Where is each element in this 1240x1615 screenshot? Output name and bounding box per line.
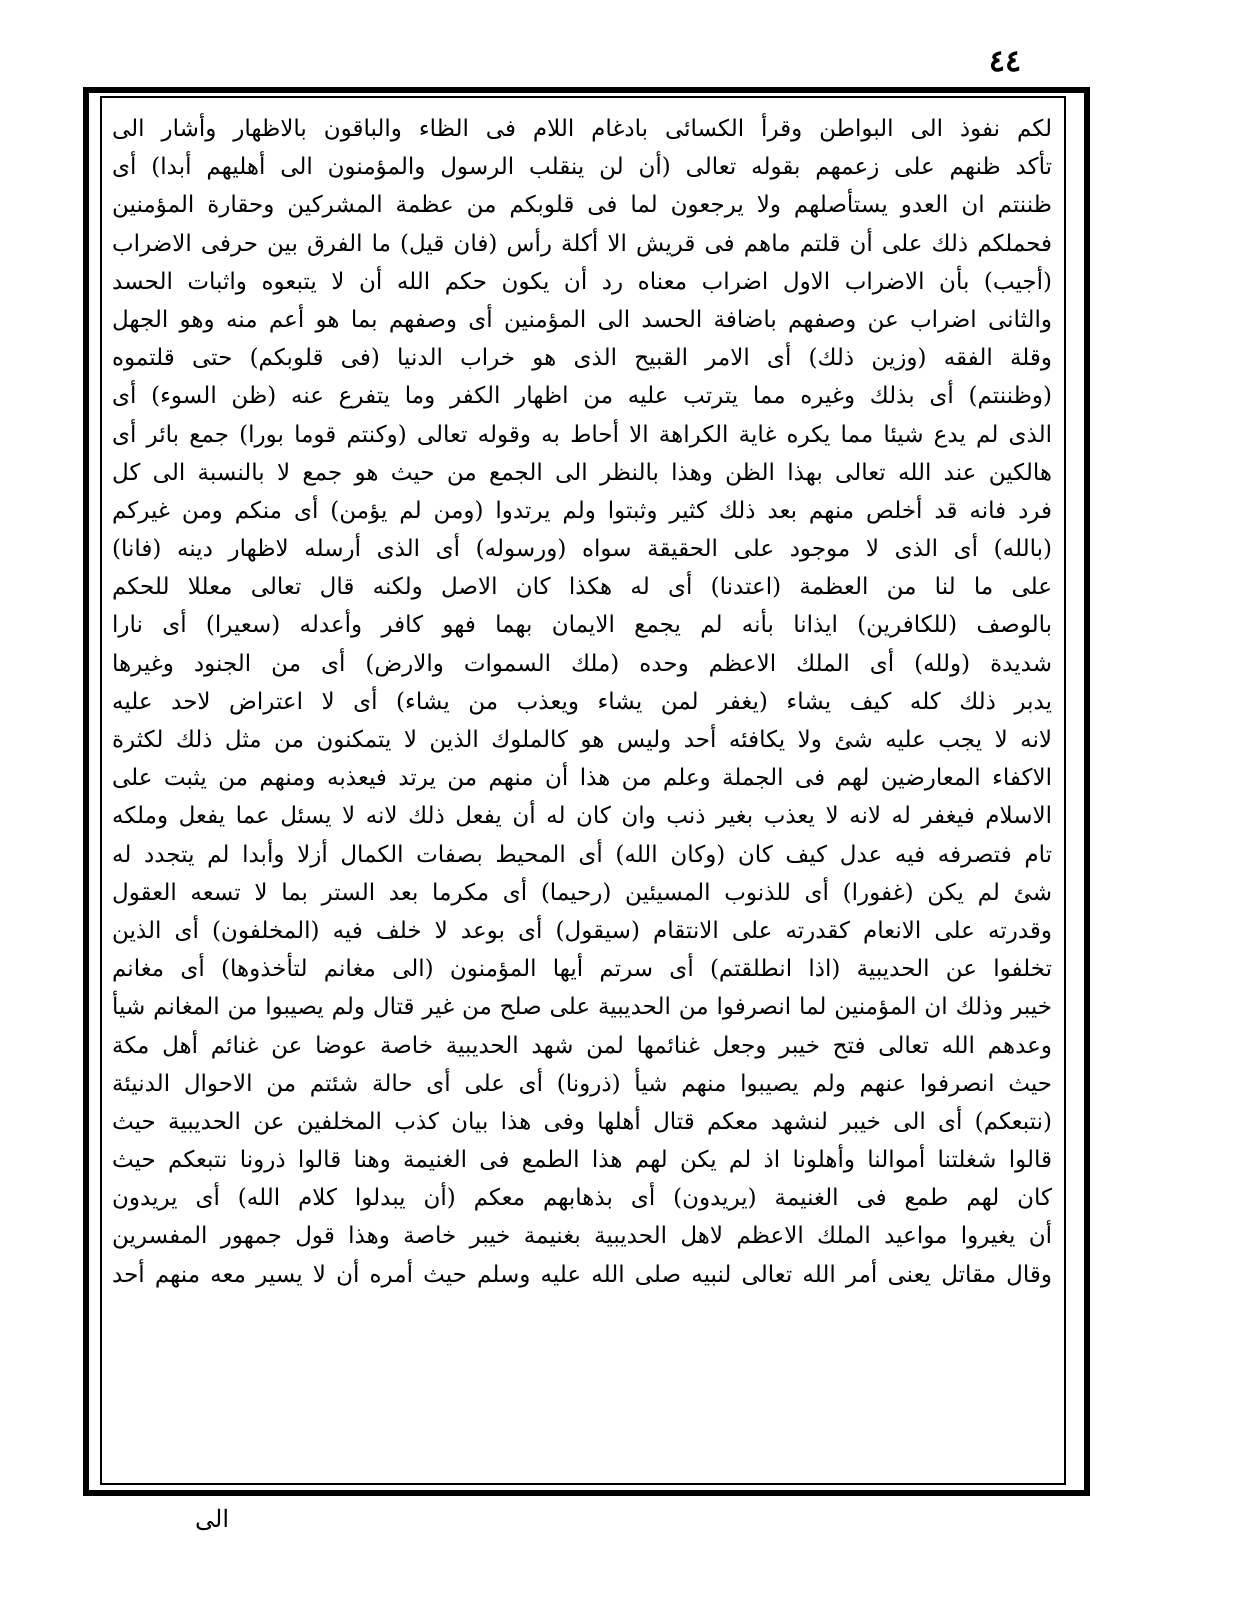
- text-line-6: والثانى اضراب عن وصفهم باضافة الحسد الى المؤمنين أى وصفهم بما هو أعم منه وهو الجهل: [112, 306, 1052, 333]
- text-line-11: فرد فانه قد أخلص منهم بعد ذلك كثير وثبتوا ولم يرتدوا (ومن لم يؤمن) أى منكم ومن غيركم: [112, 497, 1052, 524]
- text-line-1: لكم نفوذ الى البواطن وقرأ الكسائى بادغام اللام فى الظاء والباقون بالاظهار وأشار الى: [112, 116, 1052, 142]
- text-line-33: [112, 1332, 1052, 1370]
- text-line-32: [112, 1294, 1052, 1332]
- text-line-8: (وظننتم) أى بذلك وغيره مما يترتب عليه من اظهار الكفر وما يتفرع عنه (ظن السوء) أى: [112, 383, 1052, 410]
- text-line-28: قالوا شغلتنا أموالنا وأهلونا اذ لم يكن لهم هذا الطمع فى الغنيمة وهنا قالوا ذرونا نتبعكم حيث: [112, 1147, 1052, 1174]
- text-line-25: وعدهم الله تعالى فتح خيبر وجعل غنائمها لمن شهد الحديبية خاصة عوضا عن غنائم أهل مكة: [112, 1032, 1052, 1059]
- text-line-19: الاسلام فيغفر له لانه لا يعذب بغير ذنب وان كان له أن يفعل ذلك لانه لا يسئل عما يفعل وملكه: [112, 803, 1052, 830]
- text-line-13: على ما لنا من العظمة (اعتدنا) أى له هكذا كان الاصل ولكنه قال تعالى معللا للحكم: [112, 574, 1052, 601]
- text-line-7: وقلة الفقه (وزين ذلك) أى الامر القبيح الذى هو خراب الدنيا (فى قلوبكم) حتى قلتموه: [112, 345, 1052, 372]
- catchword: الى: [195, 1505, 229, 1533]
- text-line-5: (أجيب) بأن الاضراب الاول اضراب معناه رد أن يكون حكم الله أن لا يتبعوه واثبات الحسد: [112, 268, 1052, 295]
- text-line-3: ظننتم ان العدو يستأصلهم ولا يرجعون لما فى قلوبكم من عظمة المشركين وحقارة المؤمنين: [112, 192, 1052, 219]
- text-line-9: الذى لم يدع شيئا مما يكره غاية الكراهة الا أحاط به وقوله تعالى (وكنتم قوما بورا) جمع بائر أى: [112, 421, 1052, 448]
- text-line-20: تام فتصرفه فيه عدل كيف كان (وكان الله) أى المحيط بصفات الكمال أزلا وأبدا لم يتجدد له: [112, 841, 1052, 868]
- text-line-29: كان لهم طمع فى الغنيمة (يريدون) أى بذهابهم معكم (أن يبدلوا كلام الله) أى يريدون: [112, 1185, 1052, 1212]
- text-line-23: تخلفوا عن الحديبية (اذا انطلقتم) أى سرتم أيها المؤمنون (الى مغانم لتأخذوها) أى مغانم: [112, 956, 1052, 983]
- text-line-30: أن يغيروا مواعيد الملك الاعظم لاهل الحديبية بغنيمة خيبر خاصة وهذا قول جمهور المفسرين: [112, 1223, 1052, 1250]
- text-line-17: لانه لا يجب عليه شئ ولا يكافئه أحد وليس هو كالملوك الذين لا يتمكنون من مثل ذلك لكثرة: [112, 727, 1052, 753]
- text-line-15: شديدة (ولله) أى الملك الاعظم وحده (ملك السموات والارض) أى من الجنود وغيرها: [112, 650, 1052, 677]
- text-line-4: فحملكم ذلك على أن قلتم ماهم فى قريش الا أكلة رأس (فان قيل) ما الفرق بين حرفى الاضراب: [112, 230, 1052, 257]
- text-line-16: يدبر ذلك كله كيف يشاء (يغفر لمن يشاء ويعذب من يشاء) أى لا اعتراض لاحد عليه: [112, 688, 1052, 715]
- text-line-22: وقدرته على الانعام كقدرته على الانتقام (سيقول) أى بوعد لا خلف فيه (المخلفون) أى الذين: [112, 917, 1052, 944]
- text-line-24: خيبر وذلك ان المؤمنين لما انصرفوا من الحديبية على صلح من غير قتال ولم يصيبوا من المغانم شيأ: [112, 994, 1052, 1021]
- text-line-31: وقال مقاتل يعنى أمر الله تعالى لنبيه صلى الله عليه وسلم حيث أمره أن لا يسير معه منهم أحد: [112, 1261, 1052, 1288]
- text-line-18: الاكفاء المعارضين لهم فى الجملة وعلم من هذا أن منهم من يرتد فيعذبه ومنهم من يثبت على: [112, 765, 1052, 792]
- page-number: ٤٤: [988, 44, 1022, 79]
- text-line-26: حيث انصرفوا عنهم ولم يصيبوا منهم شيأ (ذرونا) أى على أى حالة شئتم من الاحوال الدنيئة: [112, 1070, 1052, 1097]
- text-line-21: شئ لم يكن (غفورا) أى للذنوب المسيئين (رحيما) أى مكرما بعد الستر بما لا تسعه العقول: [112, 879, 1052, 906]
- text-line-12: (بالله) أى الذى لا موجود على الحقيقة سواه (ورسوله) أى الذى أرسله لاظهار دينه (فانا): [112, 536, 1052, 563]
- text-line-2: تأكد ظنهم على زعمهم بقوله تعالى (أن لن ينقلب الرسول والمؤمنون الى أهليهم أبدا) أى: [112, 154, 1052, 181]
- text-body: [112, 110, 1052, 1482]
- text-line-10: هالكين عند الله تعالى بهذا الظن وهذا بالنظر الى الجمع من حيث هو جمع لا بالنسبة الى كل: [112, 459, 1052, 486]
- text-line-14: بالوصف (للكافرين) ايذانا بأنه لم يجمع الايمان بهما فهو كافر وأعدله (سعيرا) أى نارا: [112, 612, 1052, 639]
- text-line-27: (نتبعكم) أى الى خيبر لنشهد معكم قتال أهلها وفى هذا بيان كذب المخلفين عن الحديبية حيث: [112, 1108, 1052, 1135]
